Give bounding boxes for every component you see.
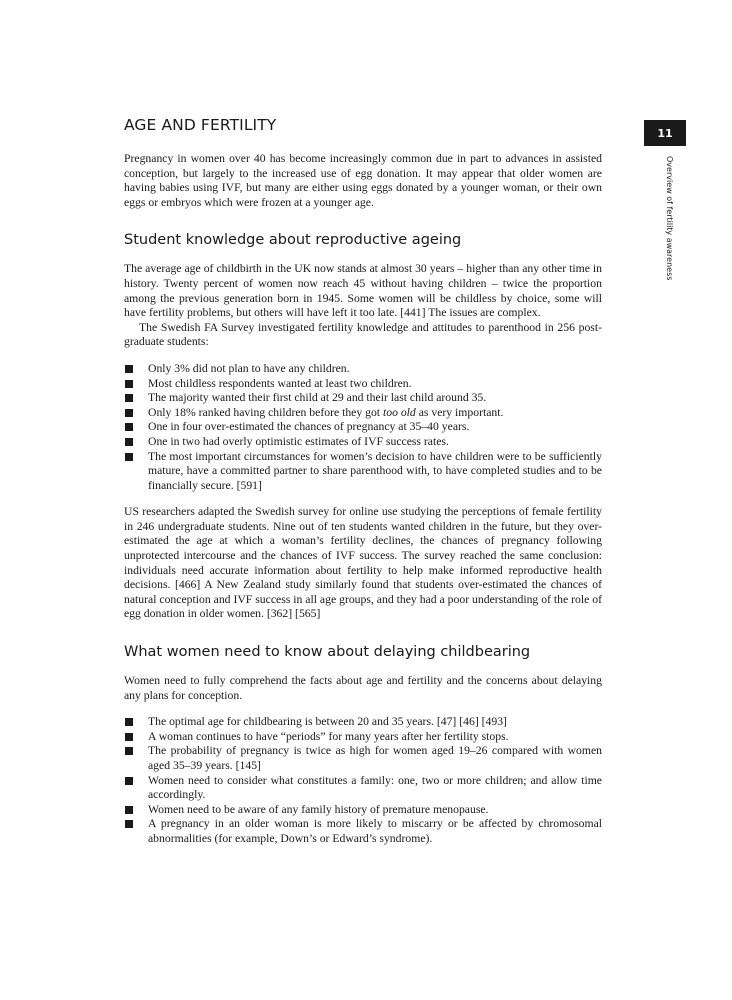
bullet-square-icon	[125, 777, 133, 785]
list-item-text: Only 3% did not plan to have any children.	[148, 361, 350, 375]
list-item-text-after: as very important.	[415, 405, 504, 419]
bullet-square-icon	[125, 820, 133, 828]
page-content	[124, 116, 602, 847]
list-item-text: Women need to be aware of any family history of premature menopause.	[148, 802, 489, 816]
bullet-square-icon	[125, 438, 133, 446]
list-item-text: A pregnancy in an older woman is more likely to miscarry or be affected by chromosomal abnormalities (for example, Down’s or Edward’s syndrome).	[148, 817, 602, 845]
list-item	[124, 391, 602, 406]
list-item	[124, 803, 602, 818]
page-number: 11	[657, 126, 673, 140]
list-item	[124, 450, 602, 494]
list-item-text-italic: too old	[382, 405, 416, 419]
advice-list	[124, 715, 602, 846]
list-item	[124, 774, 602, 803]
list-item-text: The probability of pregnancy is twice as high for women aged 19–26 compared with women aged 35–39 years. [145]	[148, 744, 602, 772]
list-item-text: One in two had overly optimistic estimates of IVF success rates.	[148, 434, 449, 448]
bullet-square-icon	[125, 409, 133, 417]
section-title: AGE AND FERTILITY	[124, 116, 277, 134]
bullet-square-icon	[125, 380, 133, 388]
list-item	[124, 744, 602, 773]
survey-findings-list	[124, 362, 602, 493]
list-item-text-before: Only 18% ranked having children before they got	[148, 405, 383, 419]
bullet-square-icon	[125, 747, 133, 755]
list-item	[124, 435, 602, 450]
list-item-text: The majority wanted their first child at 29 and their last child around 35.	[148, 391, 487, 405]
bullet-square-icon	[125, 718, 133, 726]
bullet-square-icon	[125, 806, 133, 814]
list-item-text: Most childless respondents wanted at least two children.	[148, 376, 412, 390]
list-item-text: One in four over-estimated the chances of pregnancy at 35–40 years.	[148, 420, 470, 434]
list-item	[124, 817, 602, 846]
running-title: Overview of fertility awareness	[665, 156, 674, 281]
paragraph: Women need to fully comprehend the facts about age and fertility and the concerns about delaying any plans for conception.	[124, 674, 602, 702]
bullet-square-icon	[125, 365, 133, 373]
list-item	[124, 420, 602, 435]
bullet-square-icon	[125, 423, 133, 431]
page-number-tab	[644, 120, 686, 146]
bullet-square-icon	[125, 733, 133, 741]
list-item	[124, 730, 602, 745]
list-item	[124, 377, 602, 392]
paragraph: The average age of childbirth in the UK now stands at almost 30 years – higher than any other time in history. Twenty percent of women now reach 45 without having children – twice the proportion among the previous generation born in 1945. Some women will be childless by choice, some will have fertility problems, but others will have left it too late. [441] The issues are complex.	[124, 262, 602, 320]
intro-paragraph: Pregnancy in women over 40 has become increasingly common due in part to advances in assisted conception, but largely to the increased use of egg donation. It may appear that older women are having babies using IVF, but many are either using eggs donated by a younger woman, or their own eggs or embryos which were frozen at a younger age.	[124, 152, 602, 209]
list-item	[124, 406, 602, 421]
list-item-text: Women need to consider what constitutes a family: one, two or more children; and allow time accordingly.	[148, 773, 602, 802]
list-item	[124, 715, 602, 730]
list-item-text: The most important circumstances for women’s decision to have children were to be sufficiently mature, have a committed partner to share parenthood with, to have completed studies and to be financially secure. [591]	[148, 449, 602, 492]
subsection-title-delaying-childbearing: What women need to know about delaying childbearing	[124, 644, 531, 661]
paragraph: The Swedish FA Survey investigated fertility knowledge and attitudes to parenthood in 256 post-graduate students:	[124, 320, 602, 349]
bullet-square-icon	[125, 453, 133, 461]
list-item-text: A woman continues to have “periods” for many years after her fertility stops.	[148, 729, 509, 743]
bullet-square-icon	[125, 394, 133, 402]
list-item	[124, 362, 602, 377]
paragraph: US researchers adapted the Swedish survey for online use studying the perceptions of female fertility in 246 undergraduate students. Nine out of ten students wanted children in the future, but they over-estimated the age at which a woman’s fertility declines, the chances of pregnancy following unprotected intercourse and the chances of IVF success. The survey reached the same conclusion: individuals need accurate information about fertility to help make informed reproductive health decisions. [466] A New Zealand study similarly found that students over-estimated the chances of natural conception and IVF success in all age groups, and they had a poor understanding of the role of egg donation in older women. [362] [565]	[124, 505, 602, 621]
subsection-title-student-knowledge: Student knowledge about reproductive ageing	[124, 232, 462, 249]
list-item-text: The optimal age for childbearing is between 20 and 35 years. [47] [46] [493]	[148, 715, 507, 729]
